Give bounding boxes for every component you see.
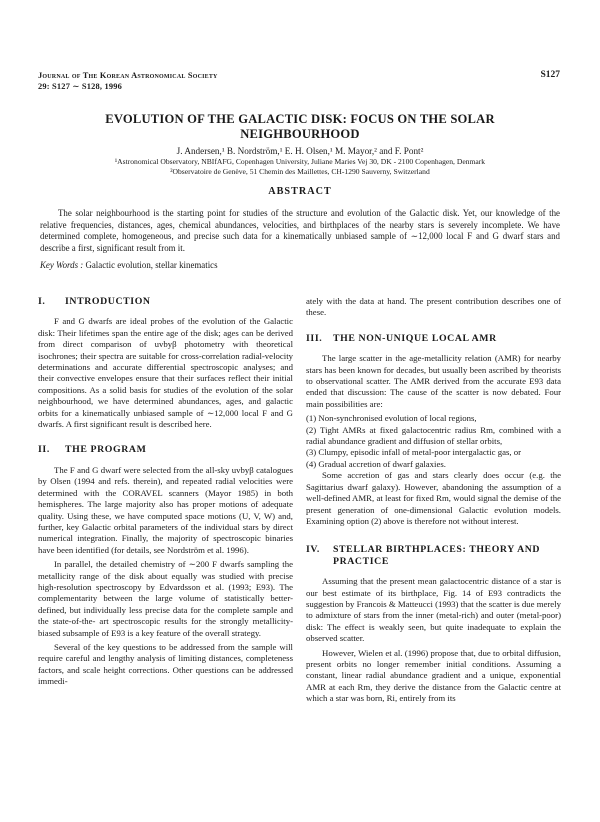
affiliation-1: ¹Astronomical Observatory, NBIfAFG, Copenhagen University, Juliane Maries Vej 30, DK - 2100 Copenhagen, Denmark xyxy=(114,157,486,166)
keywords xyxy=(40,260,560,270)
list-item: (1) Non-synchronised evolution of local regions, xyxy=(306,413,477,424)
list-item: (3) Clumpy, episodic infall of metal-poor intergalactic gas, or xyxy=(306,447,522,458)
title-line-2: NEIGHBOURHOOD xyxy=(240,127,360,141)
page-number: S127 xyxy=(540,70,560,80)
paragraph: The large scatter in the age-metallicity relation (AMR) for nearby stars has been known for decades, but usually been ascribed by theorists to observational scatter. The AMR derived from the accurate E93 data ended that discussion: The cause of the scatter is now debated. Four main possibilities are: xyxy=(306,353,561,409)
section-number: IV. xyxy=(306,544,320,556)
right-column xyxy=(306,296,561,708)
section-title: THE NON-UNIQUE LOCAL AMR xyxy=(333,332,497,344)
journal-name: Journal of The Korean Astronomical Society xyxy=(38,71,218,80)
affiliation-2: ²Observatoire de Genève, 51 Chemin des Maillettes, CH-1290 Sauverny, Switzerland xyxy=(170,167,430,176)
paragraph: Some accretion of gas and stars clearly does occur (e.g. the Sagittarius dwarf galaxy). However, abandoning the assumption of a well-defined AMR, at least for fixed Rm, would signal the demise of the present generation of one-dimensional Galactic evolution models. Examining option (2) above is therefore not without interest. xyxy=(306,470,561,526)
section-title: INTRODUCTION xyxy=(65,296,151,307)
possibilities-list xyxy=(306,413,561,470)
section-heading-birthplaces xyxy=(306,544,561,567)
paper-title xyxy=(40,112,560,142)
paragraph: In parallel, the detailed chemistry of ∼200 F dwarfs sampling the metallicity range of the disk about equally was studied with precise high-resolution spectroscopy by Edvardsson et al. (1993; E93). The complementarity between the large volume of statistically better-defined, but individually less precise data for the complete sample and the state-of-the- art spectroscopic results for the strongly metallicity-biased subsample of E93 is a key feature of the overall strategy. xyxy=(38,559,293,638)
paragraph: Assuming that the present mean galactocentric distance of a star is our best estimate of its birthplace, Fig. 14 of E93 contradicts the suggestion by Francois & Matteucci (1993) that the scatter is due merely to admixture of stars from the inner (metal-rich) and outer (metal-poor) disk: The effect is weakly seen, but quite inadequate to explain the observed scatter. xyxy=(306,576,561,644)
keywords-label: Key Words : xyxy=(40,260,84,270)
paragraph: However, Wielen et al. (1996) propose that, due to orbital diffusion, present orbits no longer remember initial conditions. Assuming a constant, linear radial abundance gradient and a unique, exponential AMR at each Rm, they derive the distance from the Galactic centre at which a star was born, Ri, entirely from its xyxy=(306,647,561,704)
abstract-text: The solar neighbourhood is the starting point for studies of the structure and evolution of the Galactic disk. Yet, our knowledge of the relative frequencies, distances, ages, chemical abundances, velocities, and birthplaces of the nearby stars is severely incomplete. We have determined complete, homogeneous, and precise such data for a kinematically unbiased sample of ∼12,000 local F and G dwarf stars and describe a first, significant result from it. xyxy=(40,208,560,253)
section-title: THE PROGRAM xyxy=(65,444,147,456)
affiliations xyxy=(40,157,560,177)
abstract-heading: ABSTRACT xyxy=(268,186,332,197)
left-column xyxy=(38,296,293,691)
section-title: STELLAR BIRTHPLACES: THEORY AND PRACTICE xyxy=(333,544,541,567)
list-item: (2) Tight AMRs at fixed galactocentric radius Rm, combined with a radial abundance gradient and diffusion of stellar orbits, xyxy=(306,424,561,447)
author-list: J. Andersen,¹ B. Nordström,¹ E. H. Olsen,¹ M. Mayor,² and F. Pont² xyxy=(176,146,424,156)
section-heading-introduction xyxy=(38,296,293,307)
paragraph: F and G dwarfs are ideal probes of the evolution of the Galactic disk: Their lifetimes span the entire age of the disk; ages can be derived from direct comparison of uvbyβ photometry with theoretical isochrones; their spectra are suitable for cross-correlation radial-velocity determinations and accurate differential spectroscopic analyses; and their convective envelopes ensure that their surfaces reflect their initial compositions. As a solid basis for studies of the evolution of the solar neighbourhood, we have determined abundances, ages, and galactic orbits for a kinematically unbiased sample of ∼12,000 local F and G dwarfs. A first significant result is described here. xyxy=(38,316,293,430)
journal-volume: 29: S127 ∼ S128, 1996 xyxy=(38,82,123,91)
keywords-text: Galactic evolution, stellar kinematics xyxy=(85,260,218,270)
section-number: I. xyxy=(38,296,46,307)
paragraph: Several of the key questions to be addressed from the sample will require careful and lengthy analysis of limiting distances, completeness factors, and scale height corrections. Other questions can be addressed immedi- xyxy=(38,641,293,687)
list-item: (4) Gradual accretion of dwarf galaxies. xyxy=(306,458,446,469)
journal-header xyxy=(38,70,218,92)
title-line-1: EVOLUTION OF THE GALACTIC DISK: FOCUS ON THE SOLAR xyxy=(105,112,495,126)
section-number: III. xyxy=(306,332,323,344)
paragraph-continued: ately with the data at hand. The present contribution describes one of these. xyxy=(306,296,561,318)
section-heading-amr xyxy=(306,333,561,344)
paragraph: The F and G dwarf were selected from the all-sky uvbyβ catalogues by Olsen (1994 and refs. therein), and repeated radial velocities were determined with the CORAVEL scanners (Mayor 1985) in both hemispheres. The large majority also has proper motions of adequate quality. Using these, we have computed space motions (U, V, W) and, further, key Galactic orbital parameters of the individual stars by direct numerical integration. Finally, the majority of spectroscopic binaries have been identified (for details, see Nordström et al. 1996). xyxy=(38,464,293,555)
section-number: II. xyxy=(38,444,50,456)
section-heading-program xyxy=(38,444,293,455)
